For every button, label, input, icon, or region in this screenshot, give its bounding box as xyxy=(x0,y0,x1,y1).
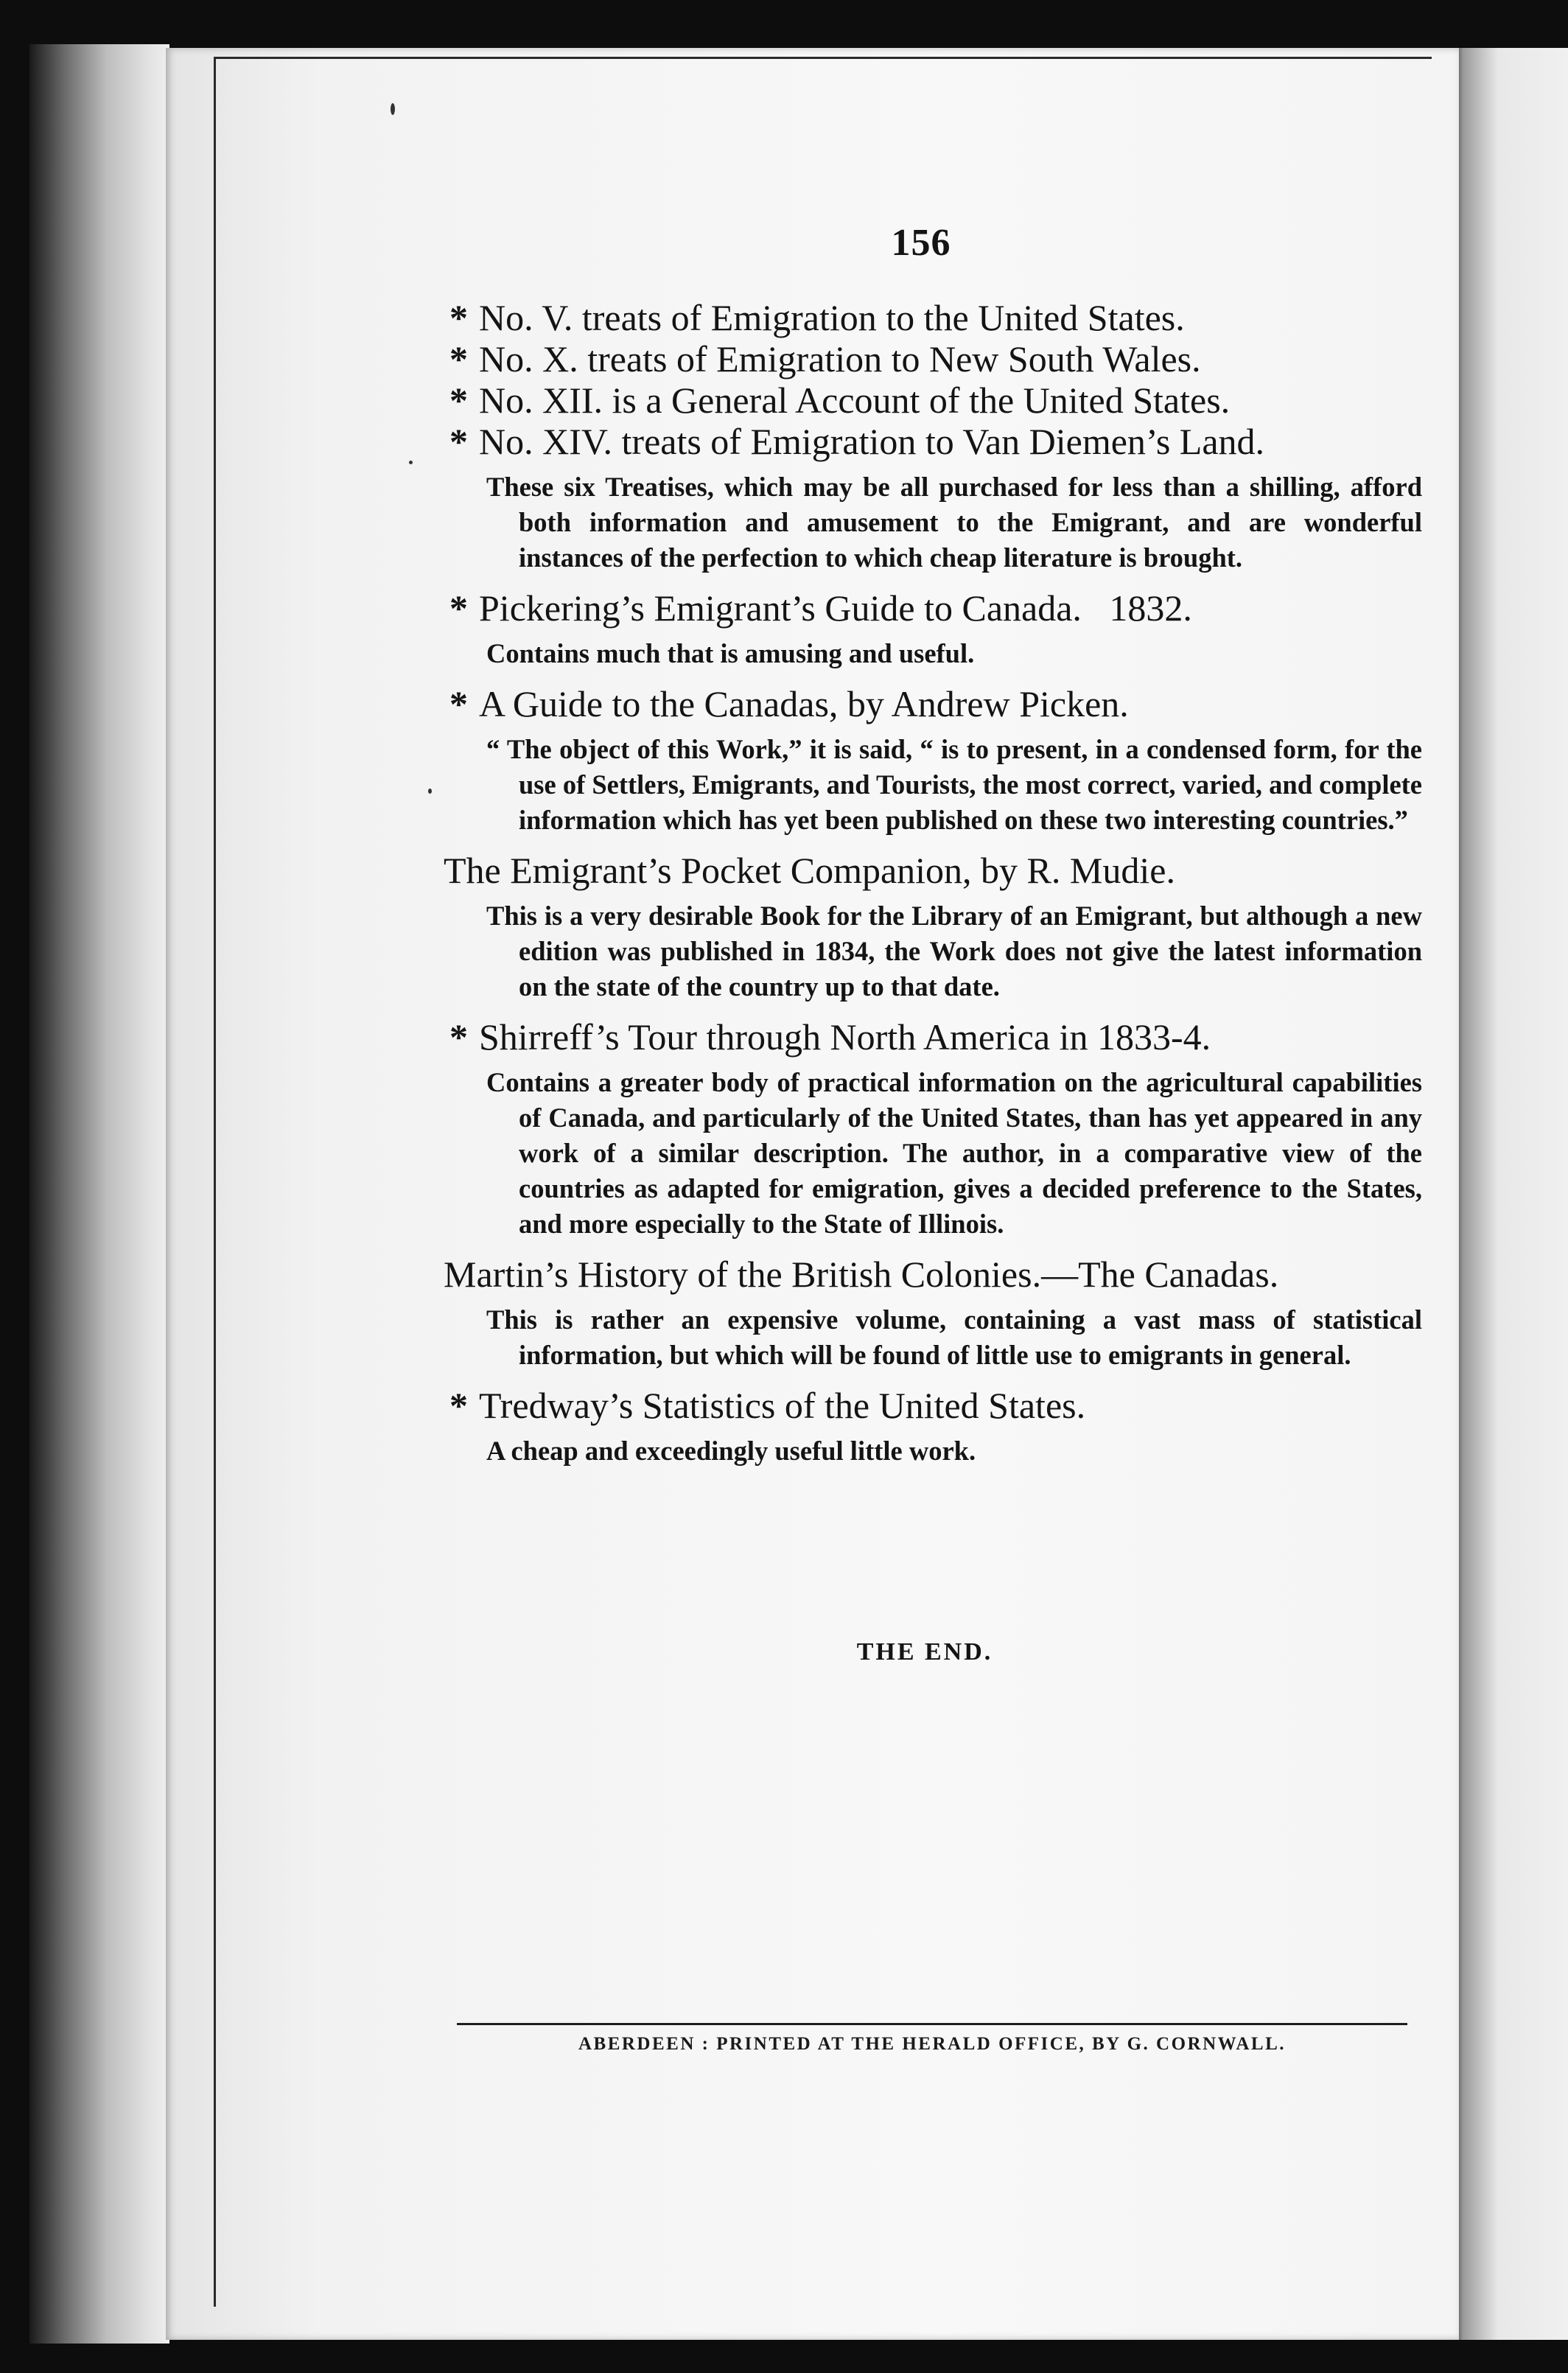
ink-speck xyxy=(409,461,413,464)
entry-title-text: The Emigrant’s Pocket Companion, by R. Mudie. xyxy=(444,850,1175,891)
entry-title-text: No. X. treats of Emigration to New South Wales. xyxy=(479,338,1201,380)
entry-description: A cheap and exceedingly useful little work. xyxy=(486,1436,976,1466)
entry-description: These six Treatises, which may be all purchased for less than a shilling, afford both information and amusement to the Emigrant, and are wonderful instances of the perfection to which cheap literature is brought. xyxy=(486,472,1422,573)
facing-page-edge xyxy=(1452,48,1568,2340)
catalogue-entry xyxy=(449,683,1422,838)
asterisk-marker: * xyxy=(449,297,468,338)
asterisk-marker: * xyxy=(449,1016,468,1058)
catalogue-entry xyxy=(449,1016,1422,1242)
entry-title xyxy=(449,297,1422,338)
the-end-marker: THE END. xyxy=(856,1638,993,1666)
entry-title-text: Tredway’s Statistics of the United States. xyxy=(479,1385,1086,1426)
catalogue-entry xyxy=(444,850,1422,1004)
entry-title-text: No. XIV. treats of Emigration to Van Diemen’s Land. xyxy=(479,421,1265,462)
entry-title xyxy=(449,587,1422,629)
catalogue-entry xyxy=(449,380,1422,421)
catalogue-entry xyxy=(444,1254,1422,1373)
entry-description: Contains a greater body of practical information on the agricultural capabilities of Canada, and particularly of the United States, than has yet appeared in any work of a similar description. The author, in a comparative view of the countries as adapted for emigration, gives a decided preference to the States, and more especially to the State of Illinois. xyxy=(486,1067,1422,1239)
catalogue-entry xyxy=(449,338,1422,380)
entry-title xyxy=(449,421,1422,462)
asterisk-marker: * xyxy=(449,587,468,629)
colophon-rule xyxy=(457,2023,1407,2025)
entry-title xyxy=(449,683,1422,724)
catalogue-entry xyxy=(449,1385,1422,1469)
asterisk-marker: * xyxy=(449,380,468,421)
page-content xyxy=(444,221,1423,1666)
asterisk-marker: * xyxy=(449,421,468,462)
asterisk-marker: * xyxy=(449,338,468,380)
ink-speck xyxy=(391,103,395,115)
entry-description: “ The object of this Work,” it is said, “ is to present, in a condensed form, for the use of Settlers, Emigrants, and Tourists, the most correct, varied, and complete information which has yet been published on these two interesting countries.” xyxy=(486,734,1423,835)
printer-colophon: ABERDEEN : PRINTED AT THE HERALD OFFICE, BY G. CORNWALL. xyxy=(578,2034,1287,2054)
entry-description: This is rather an expensive volume, containing a vast mass of statistical information, but which will be found of little use to emigrants in general. xyxy=(486,1304,1422,1370)
entry-title-text: Shirreff’s Tour through North America in 1833-4. xyxy=(479,1016,1211,1058)
entry-title-text: No. XII. is a General Account of the United States. xyxy=(479,380,1231,421)
entry-title xyxy=(449,1016,1422,1058)
entry-title-text: Martin’s History of the British Colonies.—The Canadas. xyxy=(444,1254,1279,1295)
entry-title xyxy=(449,1385,1422,1426)
entry-title xyxy=(449,338,1422,380)
catalogue-entry xyxy=(449,297,1422,338)
entry-description: Contains much that is amusing and useful. xyxy=(486,638,975,668)
asterisk-marker: * xyxy=(449,683,468,724)
entry-title-text: A Guide to the Canadas, by Andrew Picken. xyxy=(479,683,1129,724)
ink-speck xyxy=(428,789,432,794)
entry-title xyxy=(444,850,1422,891)
entry-title xyxy=(444,1254,1422,1295)
catalogue-entry xyxy=(449,587,1422,671)
page-number: 156 xyxy=(891,222,951,264)
asterisk-marker: * xyxy=(449,1385,468,1426)
catalogue-entry xyxy=(449,421,1422,576)
entry-description: This is a very desirable Book for the Library of an Emigrant, but although a new edition was published in 1834, the Work does not give the latest information on the state of the country up to that date. xyxy=(486,901,1422,1002)
entry-title-text: Pickering’s Emigrant’s Guide to Canada. 1832. xyxy=(479,587,1192,629)
book-spine-shadow xyxy=(29,44,169,2344)
entry-title-text: No. V. treats of Emigration to the United States. xyxy=(479,297,1185,338)
entry-title xyxy=(449,380,1422,421)
